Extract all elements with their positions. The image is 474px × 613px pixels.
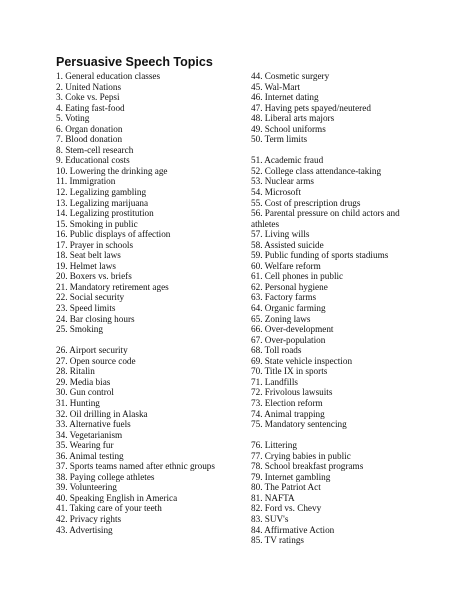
topic-list-item: 44. Cosmetic surgery — [251, 71, 330, 81]
topic-list-item: 63. Factory farms — [251, 292, 317, 303]
topic-list-item: 9. Educational costs — [56, 155, 130, 166]
topic-list-item: 59. Public funding of sports stadiums — [251, 250, 389, 261]
topic-list-item: 17. Prayer in schools — [56, 239, 134, 250]
topic-list-item: 64. Organic farming — [251, 303, 326, 314]
topic-list-item: 20. Boxers vs. briefs — [56, 271, 132, 282]
topic-list-item: 35. Wearing fur — [56, 440, 114, 451]
topic-list-item: 18. Seat belt laws — [56, 250, 121, 261]
topic-list-item: 81. NAFTA — [251, 492, 295, 503]
topic-list-item: 57. Living wills — [251, 229, 310, 240]
topic-list-item: 23. Speed limits — [56, 303, 116, 314]
topic-list-item: 3. Coke vs. Pepsi — [56, 92, 120, 103]
topic-list-item: 66. Over-development — [251, 324, 334, 335]
topic-list-item: 76. Littering — [251, 440, 297, 451]
topic-list-item: 24. Bar closing hours — [56, 313, 135, 324]
topic-list-item: 55. Cost of prescription drugs — [251, 197, 361, 208]
topic-list-item: 60. Welfare reform — [251, 260, 321, 271]
topic-list-item: 1. General education classes — [56, 71, 161, 81]
topic-list-item: 31. Hunting — [56, 397, 100, 408]
topic-list-item: 48. Liberal arts majors — [251, 113, 335, 124]
topic-list-item: 39. Volunteering — [56, 482, 117, 493]
topic-list-item: 8. Stem-cell research — [56, 144, 134, 155]
topic-list-item: 22. Social security — [56, 292, 125, 303]
page-title: Persuasive Speech Topics — [56, 55, 213, 69]
topic-list-item: 82. Ford vs. Chevy — [251, 503, 322, 514]
topic-list-item: 41. Taking care of your teeth — [56, 503, 162, 514]
topic-list-item: 26. Airport security — [56, 345, 128, 356]
topic-list-item: 27. Open source code — [56, 355, 136, 366]
topic-list-item: 4. Eating fast-food — [56, 102, 125, 113]
topic-list-item: 37. Sports teams named after ethnic groups — [56, 461, 215, 472]
topic-list-item: 79. Internet gambling — [251, 471, 331, 482]
topic-list-item: 67. Over-population — [251, 334, 326, 345]
topic-list-item: 71. Landfills — [251, 376, 298, 387]
topic-list-item: 25. Smoking — [56, 324, 103, 335]
topic-list-item: 49. School uniforms — [251, 123, 326, 134]
topic-list-item: 47. Having pets spayed/neutered — [251, 102, 371, 113]
topic-list-item: 5. Voting — [56, 113, 90, 124]
topic-list-item: 69. State vehicle inspection — [251, 355, 353, 366]
section-spacer — [251, 145, 416, 156]
topic-list-item: 29. Media bias — [56, 376, 111, 387]
topic-list-item: 85. TV ratings — [251, 535, 304, 546]
topic-list-item: 7. Blood donation — [56, 134, 123, 145]
topic-list-item: 53. Nuclear arms — [251, 176, 315, 187]
topic-list-item: 45. Wal-Mart — [251, 81, 301, 92]
topic-list-left-column — [56, 71, 246, 535]
topic-list-item: 52. College class attendance-taking — [251, 165, 382, 176]
topic-list-item: 78. School breakfast programs — [251, 461, 364, 472]
topic-list-item: 43. Advertising — [56, 524, 113, 535]
topic-list-item: 33. Alternative fuels — [56, 419, 131, 430]
topic-list-item: 16. Public displays of affection — [56, 229, 171, 240]
topic-list-item: 12. Legalizing gambling — [56, 187, 147, 198]
topic-list-item: 84. Affirmative Action — [251, 524, 335, 535]
topic-list-item: 28. Ritalin — [56, 366, 95, 377]
topic-list-item: 51. Academic fraud — [251, 155, 324, 166]
section-spacer — [56, 335, 246, 346]
topic-list-item: 13. Legalizing marijuana — [56, 197, 149, 208]
topic-list-item: 14. Legalizing prostitution — [56, 208, 154, 219]
topic-list-item: 73. Election reform — [251, 397, 323, 408]
topic-list-item: 68. Toll roads — [251, 345, 302, 356]
topic-list-item: 6. Organ donation — [56, 123, 123, 134]
topic-list-item: 61. Cell phones in public — [251, 271, 344, 282]
topic-list-item: 62. Personal hygiene — [251, 281, 328, 292]
topic-list-item: 36. Animal testing — [56, 450, 124, 461]
topic-list-item: 19. Helmet laws — [56, 260, 116, 271]
topic-list-item: 54. Microsoft — [251, 187, 302, 198]
topic-list-item: 38. Paying college athletes — [56, 471, 155, 482]
section-spacer — [251, 430, 416, 441]
topic-list-item: 80. The Patriot Act — [251, 482, 321, 493]
topic-list-item: 70. Title IX in sports — [251, 366, 328, 377]
topic-list-item: 56. Parental pressure on child actors and athletes — [251, 208, 400, 229]
topic-list-item: 11. Immigration — [56, 176, 116, 187]
topic-list-item: 2. United Nations — [56, 81, 122, 92]
topic-list-item: 83. SUV's — [251, 513, 289, 524]
topic-list-item: 42. Privacy rights — [56, 513, 122, 524]
topic-list-right-column — [251, 71, 416, 546]
topic-list-item: 40. Speaking English in America — [56, 492, 178, 503]
topic-list-item: 46. Internet dating — [251, 92, 319, 103]
topic-list-item: 21. Mandatory retirement ages — [56, 281, 169, 292]
topic-list-item: 74. Animal trapping — [251, 408, 325, 419]
topic-list-item: 32. Oil drilling in Alaska — [56, 408, 148, 419]
topic-list-item: 10. Lowering the drinking age — [56, 165, 168, 176]
topic-list-item: 50. Term limits — [251, 134, 308, 145]
topic-list-item: 34. Vegetarianism — [56, 429, 123, 440]
topic-list-item: 58. Assisted suicide — [251, 239, 324, 250]
topic-list-item: 77. Crying babies in public — [251, 450, 351, 461]
topic-list-item: 75. Mandatory sentencing — [251, 419, 347, 430]
topic-list-item: 72. Frivolous lawsuits — [251, 387, 333, 398]
topic-list-item: 15. Smoking in public — [56, 218, 138, 229]
topic-list-item: 65. Zoning laws — [251, 313, 311, 324]
topic-list-item: 30. Gun control — [56, 387, 114, 398]
